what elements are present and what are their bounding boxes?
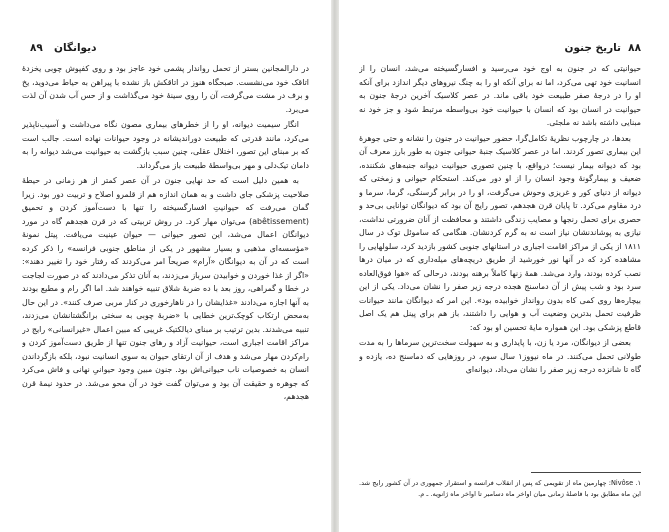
left-page [0,0,331,532]
footnote-text: چهارمین ماه از تقویمی که پس از انقلاب فرانسه و استقرار جمهوری در آن کشور رایج شد. این ماه مطابق بود با فاصلۀ زمانی میان اواخر ماه دسامبر تا اواخر ماه ژانویه. ـ م. [359,479,641,498]
left-running-head: دیوانگان [54,42,97,54]
footnote-marker: ۱. [635,479,641,487]
left-paragraph-3: به همین دلیل است که حد نهایی جنون در آن عصر کمتر از هر زمانی در حیطۀ صلاحیت پزشکی جای داشت و به همان اندازه هم از قلمرو اصلاح و تربیت دور بود. زیرا گمان می‌رفت که حیوانیتِ افسارگسیخته را تنها با دست‌آموز کردن و تحمیق (abêtissement) می‌توان مهار کرد. در روش تربیتی که در قرن هجدهم گاه در مورد دیوانگان اعمال می‌شد، این تصور حیوانی — حیوان عینیت می‌یافت. پیتل نمونۀ «مؤسسه‌ای مذهبی و بسیار مشهور در یکی از مناطق جنوبی فرانسه» را ذکر کرده است که در آن به دیوانگان «آرام» صریحاً امر می‌کردند که رفتار خود را تغییر دهند»: «اگر از غذا خوردن و خوابیدن سرباز می‌زدند، به آنان تذکر می‌دادند که در صورت لجاجت در خطا و گمراهی، روز بعد با ده ضربۀ شلاق تنبیه خواهند شد. اما اگر رام و مطیع بودند به آنها اجازه می‌دادند «غذایشان را در ناهارخوری در کنار مربی صرف کنند». در این حال به‌محض ارتکاب کوچک‌ترین خطایی با «ضربۀ چوبی به سختی برانگشتانشان می‌زدند، تنبیه می‌شدند. بدین ترتیب بر مبنای دیالکتیک غریبی که مبین اعمال «غیرانسانی» رایج در مراکز اقامت اجباری است، حیوانیت آزاد و رهای جنون تنها از طریق دست‌آموز کردن و رام‌کردن مهار می‌شد و هدف از آن ارتقای حیوان به سوی انسانیت نبود، بلکه بازگرداندن انسان به خصوصیات ناب حیوانی‌اش بود. جنون مبین وجود حیوانیِ نهانی و فاش می‌کرد که جوهره و حقیقت آن بود و می‌توان گفت خود در آن محو می‌شد. در حدود نیمۀ قرن هجدهم، [22,176,309,401]
left-page-body [22,62,309,516]
right-page-number: ۸۸ [628,42,641,54]
footnote [359,478,641,500]
right-page-body [359,62,641,454]
footnote-term: Nivôse [610,479,634,487]
book-gutter [331,0,339,532]
footnote-colon: : [608,479,611,487]
right-paragraph-1: حیوانیتی که در جنون به اوج خود می‌رسید و افسارگسیخته می‌شد، انسان را از انسانیت خود تهی می‌کرد، اما نه برای آنکه او را به چنگ نیروهای دیگر اندازد برای آنکه او را در درجۀ صفر طبیعت خود باقی ماند. در عصر کلاسیک آخرین درجۀ جنون به حیوانیت در انسان بود که انسان با حیوانیت خود بی‌واسطه مرتبط شود و جز خود نه مبنایی داشته باشد نه ملجئی. [359,64,641,127]
right-paragraph-3: بعضی از دیوانگان، مرد یا زن، با پایداری و به سهولت سخت‌ترین سرماها را به مدت طولانی تحمل می‌کنند. در ماه نیووز۱ سال سوم، در روزهایی که دماسنج ده، یازده و گاه تا شانزده درجه زیر صفر را نشان می‌داد، دیوانه‌ای [359,338,641,374]
left-paragraph-1: در دارالمجانین بستر از تحمل رواندار پشمی خود عاجز بود و روی کفپوش چوبی یخزدۀ اتاقک خود می‌نشست. صبحگاه هنوز در اتاقکش باز نشده با پیراهن به حیاط می‌دوید، یخ و برف در مشت می‌گرفت، آن را روی سینۀ خود می‌گذاشت و از حس آب شدن آن لذت می‌برد. [22,64,309,114]
left-page-header [30,40,309,56]
left-paragraph-2: انگار سیمیت دیوانه، او را از خطرهای بیماری مصون نگاه می‌داشت و آسیب‌ناپذیر می‌کرد، مانند قدرتی که طبیعت دوراندیشانه در وجود حیوانات نهاده است. جالب است که بر مبنای این تصور، اختلال عقلی، چنین سبب بازگشت به حیوانیت می‌شد دیوانه را به دامان تیک‌دلی و مهر بی‌واسطۀ طبیعت باز می‌گرداند. [22,120,309,170]
footnote-rule [531,472,641,473]
right-page-header [359,40,641,56]
left-page-number: ۸۹ [30,42,43,54]
right-paragraph-2: بعدها، در چارچوب نظریۀ تکامل‌گرا، حضور حیوانیت در جنون را نشانه و حتی جوهرۀ این بیماری تصور کردند. اما در عصر کلاسیک جنبۀ حیوانی جنون به طور بارز معرف آن بود که دیوانه بیمار نیست؛ درواقع، با چنین تصوری حیوانیت دیوانه جنبه‌های شکننده، ضعیف و بیمارگونۀ وجود انسان را از او دور می‌کند. استحکام حیوانی و زمختی که دیوانه از دنیای کور و غریزی وحوش می‌گرفت، او را در برابر گرسنگی، گرما، سرما و درد مقاوم می‌کرد. تا پایان قرن هجدهم، تصور رایج آن بود که دیوانگان توانایی بی‌حد و حصری برای تحمل رنجها و مصایب زندگی داشتند و محافظت از آنان ضرورتی نداشت، نیازی به پوشاندنشان نیاز است نه به گرم کردنشان. هنگامی که ساموئل توک در سال ۱۸۱۱ از یکی از مراکز اقامت اجباری در استانهای جنوبی کشور بازدید کرد، سلولهایی را مشاهده کرد که در آنها نور خورشید از طریق دریچه‌های میله‌داری که در میان درها نصب کرده بودند، وارد می‌شد. همۀ زنها کاملاً برهنه بودند، درحالی که «هوا فوق‌العاده سرد بود و شب پیش از آن دماسنج هجده درجه زیر صفر را نشان می‌داد. یکی از این بیچاره‌ها روی کمی کاه بدون روانداز خوابیده بود». این امر که دیوانگان مانند حیوانات ظرفیت تحمل بدترین وضعیت آب و هوایی را داشتند، باز هم برای پینل هم یک اصل قاطع پزشکی بود. این همواره مایۀ تحسین او بود که: [359,133,641,332]
right-running-head: تاریخ جنون [564,42,621,54]
right-page [339,0,669,532]
